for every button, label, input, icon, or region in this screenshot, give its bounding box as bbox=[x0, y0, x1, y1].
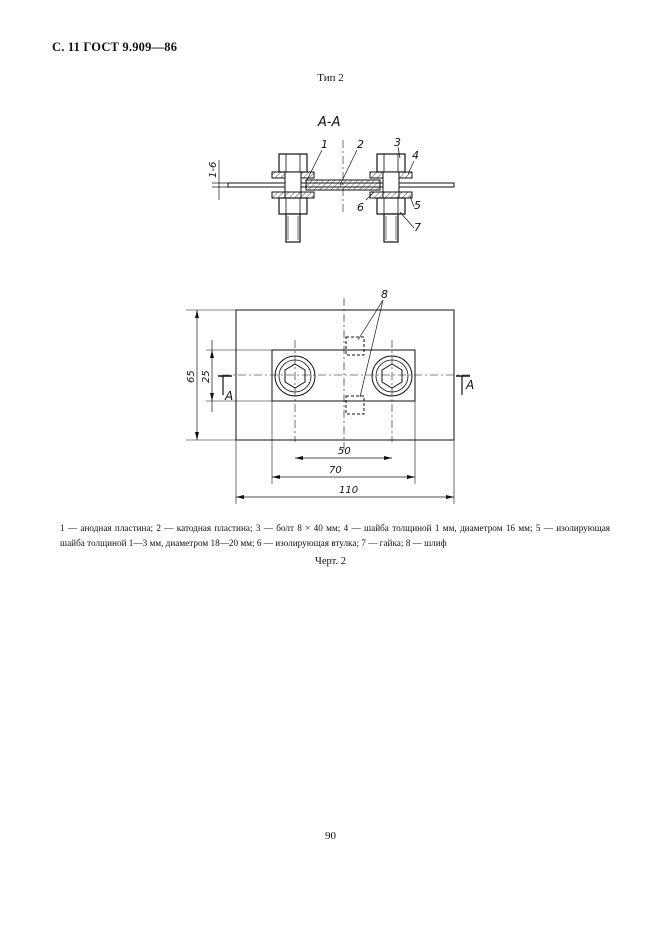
plan-view bbox=[186, 288, 474, 504]
dim-65-label: 65 bbox=[186, 370, 197, 383]
bolt-left bbox=[272, 154, 314, 242]
dim-horizontal bbox=[236, 401, 454, 504]
callout-8: 8 bbox=[381, 288, 388, 301]
section-mark-left bbox=[218, 376, 233, 403]
callout-3: 3 bbox=[394, 136, 401, 149]
page-header: С. 11 ГОСТ 9.909—86 bbox=[52, 40, 178, 54]
figure-label: Черт. 2 bbox=[315, 556, 346, 567]
section-mark-right bbox=[456, 376, 474, 395]
svg-text:А: А bbox=[225, 389, 234, 403]
dim-50-label: 50 bbox=[338, 446, 351, 457]
bolt-right bbox=[370, 154, 412, 242]
type-label: Тип 2 bbox=[317, 72, 344, 84]
dim-25-label: 25 bbox=[201, 370, 212, 383]
callout-4: 4 bbox=[412, 149, 419, 162]
page-number: 90 bbox=[325, 830, 336, 842]
specimen-top bbox=[346, 337, 364, 355]
thickness-dimension bbox=[208, 160, 234, 200]
dim-110-label: 110 bbox=[339, 485, 359, 496]
svg-text:А: А bbox=[466, 378, 475, 392]
specimen-bottom bbox=[346, 396, 364, 414]
callout-1: 1 bbox=[321, 138, 328, 151]
callout-6: 6 bbox=[357, 201, 364, 214]
dim-70-label: 70 bbox=[329, 465, 342, 476]
dim-thickness-label: 1-6 bbox=[208, 161, 219, 178]
callout-5: 5 bbox=[414, 199, 421, 212]
cathode-plate-plan bbox=[272, 350, 415, 401]
section-view bbox=[208, 115, 454, 242]
section-title: А-А bbox=[318, 115, 341, 130]
callout-2: 2 bbox=[357, 138, 364, 151]
callout-7: 7 bbox=[414, 221, 421, 234]
figure-caption: 1 — анодная пластина; 2 — катодная пластина; 3 — болт 8 × 40 мм; 4 — шайба толщиной 1 мм, диаметром 16 мм; 5 — изолирующая шайба толщиной 1—3 мм, диаметром 18—20 мм; 6 — изолирующая втулка; 7 — гайка; 8 — шлиф bbox=[60, 523, 610, 548]
